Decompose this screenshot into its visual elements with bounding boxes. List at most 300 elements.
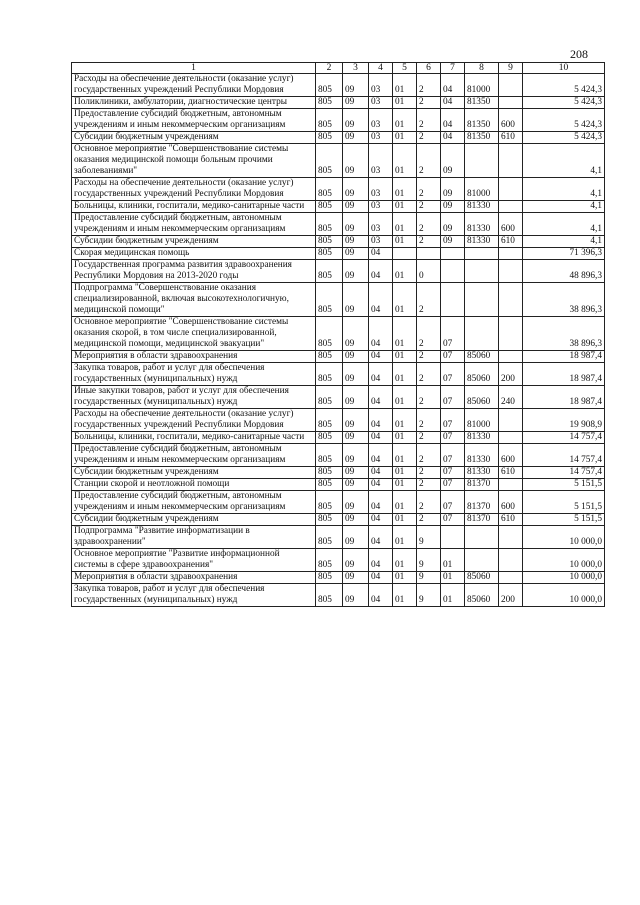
code-cell-8: 81350	[465, 97, 499, 109]
name-cell: Расходы на обеспечение деятельности (оказание услуг) государственных учреждений Республики Мордовия	[72, 409, 316, 432]
code-cell-9	[499, 260, 523, 283]
table-row	[72, 351, 605, 363]
table-row	[72, 526, 605, 549]
amount-cell: 10 000,0	[523, 584, 605, 607]
code-cell-2: 805	[316, 514, 343, 526]
header-cell-6: 6	[417, 63, 441, 74]
amount-cell: 18 987,4	[523, 386, 605, 409]
code-cell-5: 01	[393, 317, 417, 351]
code-cell-6: 2	[417, 386, 441, 409]
code-cell-5: 01	[393, 514, 417, 526]
code-cell-4: 03	[369, 213, 393, 236]
table-row	[72, 213, 605, 236]
code-cell-8: 81370	[465, 514, 499, 526]
code-cell-8: 81330	[465, 201, 499, 213]
code-cell-9: 600	[499, 213, 523, 236]
code-cell-6: 2	[417, 467, 441, 479]
table-row	[72, 132, 605, 144]
code-cell-7: 07	[441, 363, 465, 386]
name-cell: Предоставление субсидий бюджетным, автономным учреждениям и иным некоммерческим организациям	[72, 213, 316, 236]
code-cell-9: 240	[499, 386, 523, 409]
name-cell: Государственная программа развития здравоохранения Республики Мордовия на 2013-2020 годы	[72, 260, 316, 283]
code-cell-5: 01	[393, 584, 417, 607]
code-cell-7: 09	[441, 144, 465, 178]
code-cell-9: 610	[499, 236, 523, 248]
code-cell-5: 01	[393, 526, 417, 549]
code-cell-5: 01	[393, 97, 417, 109]
header-cell-7: 7	[441, 63, 465, 74]
code-cell-5: 01	[393, 178, 417, 201]
amount-cell: 4,1	[523, 201, 605, 213]
table-row	[72, 409, 605, 432]
code-cell-4: 04	[369, 248, 393, 260]
amount-cell: 14 757,4	[523, 432, 605, 444]
code-cell-9	[499, 479, 523, 491]
name-cell: Расходы на обеспечение деятельности (оказание услуг) государственных учреждений Республики Мордовия	[72, 178, 316, 201]
code-cell-9: 200	[499, 584, 523, 607]
name-cell: Закупка товаров, работ и услуг для обеспечения государственных (муниципальных) нужд	[72, 584, 316, 607]
name-cell: Иные закупки товаров, работ и услуг для обеспечения государственных (муниципальных) нужд	[72, 386, 316, 409]
code-cell-5	[393, 248, 417, 260]
name-cell: Предоставление субсидий бюджетным, автономным учреждениям и иным некоммерческим организациям	[72, 109, 316, 132]
code-cell-9: 610	[499, 514, 523, 526]
amount-cell: 18 987,4	[523, 351, 605, 363]
code-cell-5: 01	[393, 467, 417, 479]
code-cell-3: 09	[343, 386, 369, 409]
code-cell-8: 85060	[465, 386, 499, 409]
code-cell-2: 805	[316, 467, 343, 479]
code-cell-6: 2	[417, 178, 441, 201]
code-cell-9	[499, 317, 523, 351]
amount-cell: 5 424,3	[523, 132, 605, 144]
table-row	[72, 514, 605, 526]
code-cell-2: 805	[316, 409, 343, 432]
code-cell-3: 09	[343, 144, 369, 178]
code-cell-3: 09	[343, 549, 369, 572]
code-cell-8	[465, 144, 499, 178]
code-cell-3: 09	[343, 109, 369, 132]
code-cell-8	[465, 260, 499, 283]
header-cell-5: 5	[393, 63, 417, 74]
code-cell-4: 04	[369, 260, 393, 283]
code-cell-7: 04	[441, 97, 465, 109]
code-cell-5: 01	[393, 132, 417, 144]
code-cell-8: 81330	[465, 236, 499, 248]
code-cell-7: 09	[441, 213, 465, 236]
code-cell-5: 01	[393, 283, 417, 317]
code-cell-8: 85060	[465, 584, 499, 607]
code-cell-5: 01	[393, 260, 417, 283]
code-cell-5: 01	[393, 549, 417, 572]
table-row	[72, 109, 605, 132]
code-cell-6: 2	[417, 491, 441, 514]
code-cell-3: 09	[343, 213, 369, 236]
code-cell-4: 03	[369, 97, 393, 109]
code-cell-7: 07	[441, 479, 465, 491]
name-cell: Подпрограмма "Развитие информатизации в здравоохранении"	[72, 526, 316, 549]
name-cell: Больницы, клиники, госпитали, медико-санитарные части	[72, 201, 316, 213]
code-cell-8: 81330	[465, 432, 499, 444]
code-cell-4: 04	[369, 514, 393, 526]
code-cell-3: 09	[343, 444, 369, 467]
code-cell-9: 600	[499, 444, 523, 467]
amount-cell: 5 424,3	[523, 109, 605, 132]
code-cell-9	[499, 201, 523, 213]
table-row	[72, 363, 605, 386]
code-cell-3: 09	[343, 97, 369, 109]
code-cell-6: 2	[417, 97, 441, 109]
code-cell-6: 2	[417, 432, 441, 444]
name-cell: Основное мероприятие "Совершенствование системы оказания медицинской помощи больным прочими заболеваниями"	[72, 144, 316, 178]
code-cell-7: 07	[441, 491, 465, 514]
code-cell-7	[441, 260, 465, 283]
code-cell-4: 04	[369, 386, 393, 409]
code-cell-2: 805	[316, 109, 343, 132]
page-number: 208	[570, 47, 588, 61]
table-row	[72, 317, 605, 351]
code-cell-2: 805	[316, 479, 343, 491]
name-cell: Расходы на обеспечение деятельности (оказание услуг) государственных учреждений Республики Мордовия	[72, 74, 316, 97]
code-cell-7: 07	[441, 351, 465, 363]
code-cell-9	[499, 97, 523, 109]
code-cell-2: 805	[316, 97, 343, 109]
code-cell-9	[499, 283, 523, 317]
code-cell-6: 2	[417, 283, 441, 317]
code-cell-4: 03	[369, 74, 393, 97]
code-cell-2: 805	[316, 572, 343, 584]
code-cell-7: 07	[441, 317, 465, 351]
table-row	[72, 432, 605, 444]
code-cell-2: 805	[316, 144, 343, 178]
code-cell-3: 09	[343, 248, 369, 260]
header-cell-10: 10	[523, 63, 605, 74]
amount-cell: 5 151,5	[523, 479, 605, 491]
code-cell-9	[499, 248, 523, 260]
code-cell-4: 03	[369, 132, 393, 144]
code-cell-3: 09	[343, 432, 369, 444]
code-cell-3: 09	[343, 260, 369, 283]
code-cell-6	[417, 248, 441, 260]
code-cell-5: 01	[393, 351, 417, 363]
amount-cell: 18 987,4	[523, 363, 605, 386]
table-row	[72, 549, 605, 572]
code-cell-3: 09	[343, 514, 369, 526]
amount-cell: 10 000,0	[523, 549, 605, 572]
amount-cell: 4,1	[523, 144, 605, 178]
code-cell-4: 04	[369, 444, 393, 467]
code-cell-9	[499, 526, 523, 549]
amount-cell: 5 151,5	[523, 491, 605, 514]
code-cell-6: 2	[417, 444, 441, 467]
code-cell-2: 805	[316, 213, 343, 236]
code-cell-5: 01	[393, 444, 417, 467]
code-cell-2: 805	[316, 584, 343, 607]
code-cell-2: 805	[316, 444, 343, 467]
code-cell-6: 2	[417, 201, 441, 213]
code-cell-2: 805	[316, 178, 343, 201]
table-row	[72, 144, 605, 178]
code-cell-2: 805	[316, 248, 343, 260]
code-cell-4: 04	[369, 549, 393, 572]
header-cell-8: 8	[465, 63, 499, 74]
table-body	[72, 74, 605, 607]
code-cell-3: 09	[343, 363, 369, 386]
header-cell-2: 2	[316, 63, 343, 74]
amount-cell: 19 908,9	[523, 409, 605, 432]
code-cell-3: 09	[343, 467, 369, 479]
code-cell-8	[465, 549, 499, 572]
code-cell-7: 07	[441, 386, 465, 409]
code-cell-4: 03	[369, 144, 393, 178]
code-cell-6: 2	[417, 144, 441, 178]
code-cell-2: 805	[316, 74, 343, 97]
code-cell-9	[499, 572, 523, 584]
code-cell-9: 200	[499, 363, 523, 386]
code-cell-7: 01	[441, 584, 465, 607]
code-cell-5: 01	[393, 363, 417, 386]
name-cell: Основное мероприятие "Развитие информационной системы в сфере здравоохранения"	[72, 549, 316, 572]
code-cell-5: 01	[393, 572, 417, 584]
code-cell-2: 805	[316, 526, 343, 549]
amount-cell: 38 896,3	[523, 317, 605, 351]
budget-table	[71, 62, 605, 607]
code-cell-4: 04	[369, 572, 393, 584]
code-cell-3: 09	[343, 479, 369, 491]
code-cell-8: 81000	[465, 74, 499, 97]
name-cell: Мероприятия в области здравоохранения	[72, 351, 316, 363]
code-cell-2: 805	[316, 386, 343, 409]
code-cell-4: 04	[369, 491, 393, 514]
code-cell-8	[465, 317, 499, 351]
code-cell-8: 81330	[465, 213, 499, 236]
code-cell-2: 805	[316, 132, 343, 144]
code-cell-3: 09	[343, 317, 369, 351]
name-cell: Станции скорой и неотложной помощи	[72, 479, 316, 491]
table-row	[72, 178, 605, 201]
name-cell: Субсидии бюджетным учреждениям	[72, 514, 316, 526]
table-row	[72, 248, 605, 260]
code-cell-9: 600	[499, 109, 523, 132]
code-cell-5: 01	[393, 236, 417, 248]
amount-cell: 38 896,3	[523, 283, 605, 317]
code-cell-6: 2	[417, 213, 441, 236]
code-cell-7	[441, 283, 465, 317]
code-cell-3: 09	[343, 236, 369, 248]
header-cell-1: 1	[72, 63, 316, 74]
table-row	[72, 491, 605, 514]
code-cell-2: 805	[316, 260, 343, 283]
code-cell-4: 03	[369, 109, 393, 132]
code-cell-7: 04	[441, 74, 465, 97]
code-cell-6: 2	[417, 74, 441, 97]
code-cell-9: 600	[499, 491, 523, 514]
header-cell-9: 9	[499, 63, 523, 74]
table-row	[72, 479, 605, 491]
code-cell-6: 0	[417, 260, 441, 283]
code-cell-8	[465, 526, 499, 549]
code-cell-6: 2	[417, 514, 441, 526]
code-cell-3: 09	[343, 572, 369, 584]
code-cell-3: 09	[343, 178, 369, 201]
code-cell-4: 04	[369, 432, 393, 444]
code-cell-8: 85060	[465, 572, 499, 584]
code-cell-2: 805	[316, 351, 343, 363]
name-cell: Субсидии бюджетным учреждениям	[72, 132, 316, 144]
code-cell-5: 01	[393, 201, 417, 213]
code-cell-2: 805	[316, 432, 343, 444]
code-cell-7	[441, 526, 465, 549]
table-row	[72, 444, 605, 467]
code-cell-5: 01	[393, 74, 417, 97]
table-row	[72, 467, 605, 479]
code-cell-6: 9	[417, 549, 441, 572]
code-cell-3: 09	[343, 132, 369, 144]
code-cell-6: 2	[417, 351, 441, 363]
table-row	[72, 283, 605, 317]
code-cell-3: 09	[343, 283, 369, 317]
amount-cell: 14 757,4	[523, 444, 605, 467]
code-cell-9	[499, 144, 523, 178]
code-cell-7: 07	[441, 467, 465, 479]
code-cell-5: 01	[393, 409, 417, 432]
name-cell: Предоставление субсидий бюджетным, автономным учреждениям и иным некоммерческим организациям	[72, 444, 316, 467]
amount-cell: 14 757,4	[523, 467, 605, 479]
code-cell-9	[499, 409, 523, 432]
amount-cell: 5 424,3	[523, 97, 605, 109]
code-cell-7: 09	[441, 178, 465, 201]
name-cell: Больницы, клиники, госпитали, медико-санитарные части	[72, 432, 316, 444]
code-cell-9	[499, 549, 523, 572]
code-cell-4: 04	[369, 351, 393, 363]
code-cell-6: 9	[417, 572, 441, 584]
code-cell-7: 07	[441, 514, 465, 526]
code-cell-6: 2	[417, 236, 441, 248]
code-cell-4: 04	[369, 467, 393, 479]
code-cell-5: 01	[393, 213, 417, 236]
code-cell-9	[499, 351, 523, 363]
code-cell-2: 805	[316, 236, 343, 248]
code-cell-7: 09	[441, 201, 465, 213]
header-cell-3: 3	[343, 63, 369, 74]
code-cell-2: 805	[316, 491, 343, 514]
table-row	[72, 74, 605, 97]
code-cell-4: 04	[369, 479, 393, 491]
name-cell: Основное мероприятие "Совершенствование системы оказания скорой, в том числе специализированной, медицинской помощи, медицинской эвакуации"	[72, 317, 316, 351]
code-cell-4: 04	[369, 283, 393, 317]
code-cell-9: 610	[499, 132, 523, 144]
code-cell-5: 01	[393, 432, 417, 444]
code-cell-6: 2	[417, 409, 441, 432]
code-cell-4: 03	[369, 201, 393, 213]
code-cell-6: 2	[417, 109, 441, 132]
amount-cell: 5 151,5	[523, 514, 605, 526]
code-cell-8: 81000	[465, 178, 499, 201]
name-cell: Скорая медицинская помощь	[72, 248, 316, 260]
code-cell-8: 81350	[465, 109, 499, 132]
code-cell-9	[499, 432, 523, 444]
code-cell-4: 04	[369, 584, 393, 607]
header-cell-4: 4	[369, 63, 393, 74]
code-cell-7: 09	[441, 236, 465, 248]
name-cell: Субсидии бюджетным учреждениям	[72, 467, 316, 479]
code-cell-6: 9	[417, 526, 441, 549]
table-row	[72, 236, 605, 248]
table-row	[72, 584, 605, 607]
code-cell-7: 04	[441, 109, 465, 132]
amount-cell: 4,1	[523, 236, 605, 248]
code-cell-8: 81330	[465, 444, 499, 467]
table-row	[72, 201, 605, 213]
code-cell-3: 09	[343, 409, 369, 432]
code-cell-3: 09	[343, 491, 369, 514]
code-cell-5: 01	[393, 479, 417, 491]
name-cell: Мероприятия в области здравоохранения	[72, 572, 316, 584]
code-cell-2: 805	[316, 363, 343, 386]
code-cell-2: 805	[316, 201, 343, 213]
code-cell-9	[499, 74, 523, 97]
code-cell-8: 85060	[465, 351, 499, 363]
code-cell-8: 81000	[465, 409, 499, 432]
table-row	[72, 97, 605, 109]
code-cell-4: 03	[369, 178, 393, 201]
code-cell-7: 01	[441, 549, 465, 572]
code-cell-3: 09	[343, 526, 369, 549]
code-cell-6: 2	[417, 317, 441, 351]
code-cell-4: 04	[369, 409, 393, 432]
amount-cell: 10 000,0	[523, 526, 605, 549]
code-cell-5: 01	[393, 491, 417, 514]
code-cell-3: 09	[343, 584, 369, 607]
name-cell: Закупка товаров, работ и услуг для обеспечения государственных (муниципальных) нужд	[72, 363, 316, 386]
code-cell-4: 04	[369, 363, 393, 386]
code-cell-2: 805	[316, 283, 343, 317]
code-cell-7: 01	[441, 572, 465, 584]
code-cell-7: 07	[441, 409, 465, 432]
table-row	[72, 386, 605, 409]
code-cell-6: 2	[417, 363, 441, 386]
code-cell-8: 85060	[465, 363, 499, 386]
name-cell: Субсидии бюджетным учреждениям	[72, 236, 316, 248]
amount-cell: 48 896,3	[523, 260, 605, 283]
code-cell-2: 805	[316, 317, 343, 351]
amount-cell: 4,1	[523, 213, 605, 236]
code-cell-8: 81330	[465, 467, 499, 479]
code-cell-9	[499, 178, 523, 201]
name-cell: Поликлиники, амбулатории, диагностические центры	[72, 97, 316, 109]
code-cell-8	[465, 248, 499, 260]
code-cell-7: 07	[441, 432, 465, 444]
header-row	[72, 63, 605, 74]
code-cell-8: 81350	[465, 132, 499, 144]
amount-cell: 10 000,0	[523, 572, 605, 584]
amount-cell: 4,1	[523, 178, 605, 201]
table-row	[72, 572, 605, 584]
code-cell-3: 09	[343, 74, 369, 97]
code-cell-5: 01	[393, 386, 417, 409]
code-cell-6: 2	[417, 132, 441, 144]
code-cell-4: 04	[369, 526, 393, 549]
code-cell-5: 01	[393, 109, 417, 132]
name-cell: Предоставление субсидий бюджетным, автономным учреждениям и иным некоммерческим организациям	[72, 491, 316, 514]
code-cell-4: 03	[369, 236, 393, 248]
amount-cell: 71 396,3	[523, 248, 605, 260]
code-cell-3: 09	[343, 201, 369, 213]
code-cell-3: 09	[343, 351, 369, 363]
code-cell-7: 07	[441, 444, 465, 467]
code-cell-6: 9	[417, 584, 441, 607]
name-cell: Подпрограмма "Совершенствование оказания специализированной, включая высокотехнологичную, медицинской помощи"	[72, 283, 316, 317]
code-cell-5: 01	[393, 144, 417, 178]
